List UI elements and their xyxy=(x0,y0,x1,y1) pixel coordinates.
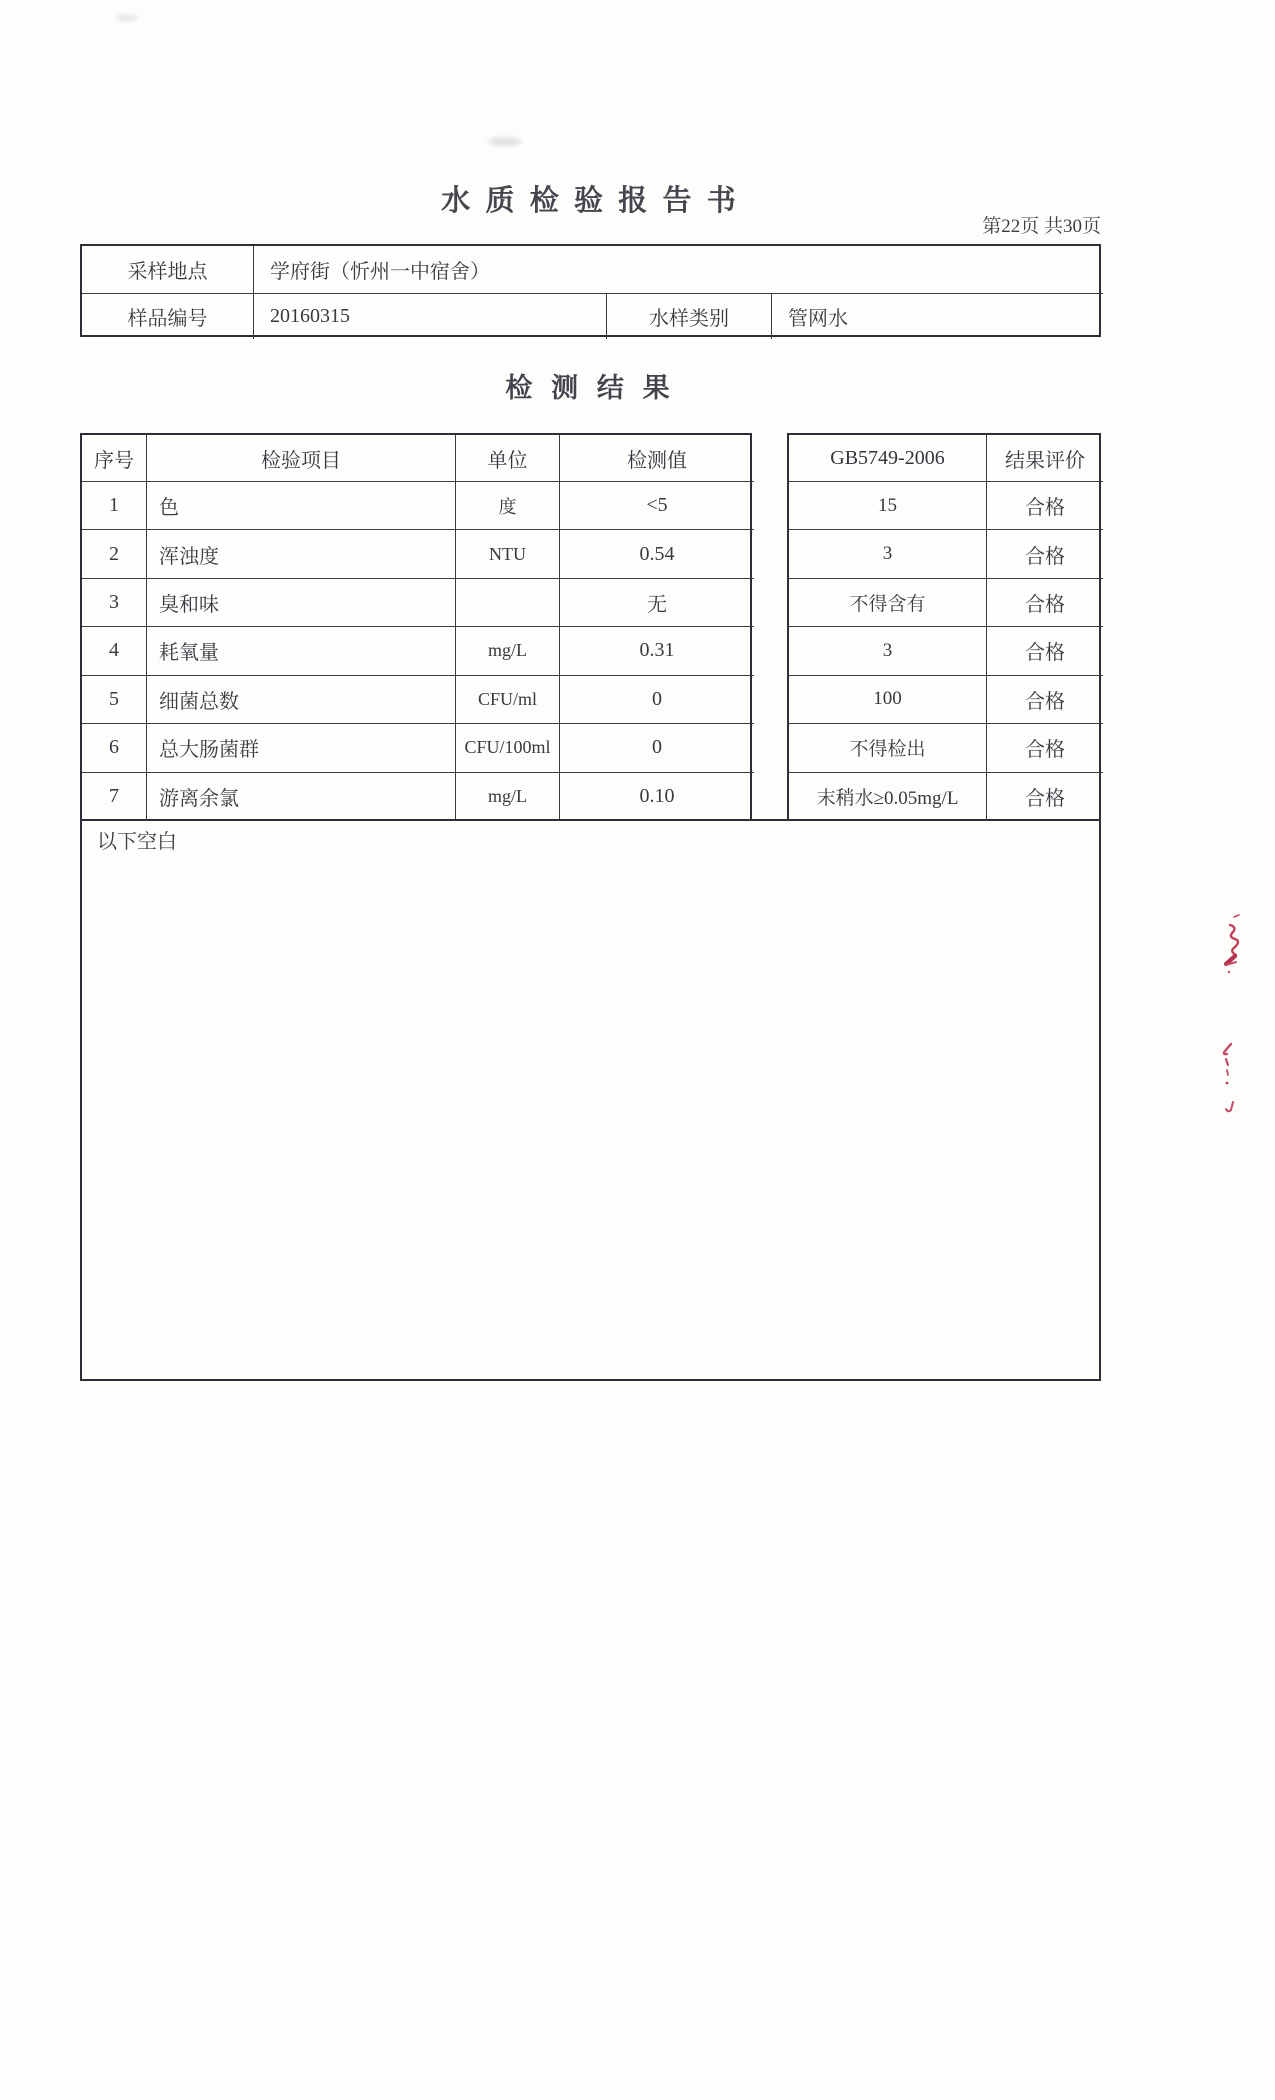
row-value: 0.31 xyxy=(560,627,754,675)
row-unit xyxy=(456,579,560,627)
row-evaluation: 合格 xyxy=(987,724,1103,772)
row-item: 游离余氯 xyxy=(147,773,456,821)
sample-location-label: 采样地点 xyxy=(82,246,254,294)
row-evaluation: 合格 xyxy=(987,676,1103,724)
row-value: 无 xyxy=(560,579,754,627)
row-no: 4 xyxy=(82,627,147,675)
scan-smudge xyxy=(116,14,138,22)
section-heading: 检 测 结 果 xyxy=(505,373,676,403)
row-no: 5 xyxy=(82,676,147,724)
sample-number-value: 20160315 xyxy=(254,294,607,339)
scan-smudge xyxy=(488,137,522,146)
row-item: 色 xyxy=(147,482,456,530)
row-item: 总大肠菌群 xyxy=(147,724,456,772)
col-header-item: 检验项目 xyxy=(147,435,456,482)
row-value: 0.10 xyxy=(639,785,675,808)
row-value: 0.54 xyxy=(560,530,754,578)
col-header-no: 序号 xyxy=(82,435,147,482)
row-no: 7 xyxy=(82,773,147,821)
row-item: 浑浊度 xyxy=(147,530,456,578)
row-unit: mg/L xyxy=(456,773,560,821)
row-unit: 度 xyxy=(456,482,560,530)
results-table-right xyxy=(787,433,1101,819)
water-type-value: 管网水 xyxy=(788,308,848,330)
row-evaluation: 合格 xyxy=(987,482,1103,530)
row-no: 2 xyxy=(82,530,147,578)
row-value: 0 xyxy=(560,724,754,772)
results-table-left xyxy=(80,433,752,819)
row-standard: 3 xyxy=(789,627,987,675)
col-header-unit: 单位 xyxy=(456,435,560,482)
row-item: 耗氧量 xyxy=(147,627,456,675)
red-ink-mark-2 xyxy=(1217,1041,1237,1089)
col-header-standard: GB5749-2006 xyxy=(789,435,987,482)
red-ink-mark-1 xyxy=(1220,913,1242,975)
water-type-label: 水样类别 xyxy=(607,294,772,339)
col-header-value: 检测值 xyxy=(560,435,754,482)
row-standard: 3 xyxy=(789,530,987,578)
row-no: 3 xyxy=(82,579,147,627)
row-evaluation: 合格 xyxy=(1025,788,1065,811)
sample-location-value: 学府街（忻州一中宿舍） xyxy=(254,246,1103,294)
row-unit: CFU/ml xyxy=(456,676,560,724)
row-item: 臭和味 xyxy=(147,579,456,627)
row-item: 细菌总数 xyxy=(147,676,456,724)
row-standard: 100 xyxy=(789,676,987,724)
row-unit: CFU/100ml xyxy=(456,724,560,772)
row-standard: 末稍水≥0.05mg/L xyxy=(789,773,987,821)
red-ink-mark-3 xyxy=(1223,1097,1235,1115)
sample-number-label: 样品编号 xyxy=(82,294,254,339)
sample-info-table xyxy=(80,244,1101,337)
row-unit: mg/L xyxy=(456,627,560,675)
blank-note: 以下空白 xyxy=(97,831,177,853)
row-value: 0 xyxy=(560,676,754,724)
row-no: 6 xyxy=(82,724,147,772)
page-number: 第22页 共30页 xyxy=(982,216,1101,237)
row-no: 1 xyxy=(82,482,147,530)
row-standard: 不得含有 xyxy=(789,579,987,627)
row-evaluation: 合格 xyxy=(987,627,1103,675)
row-unit: NTU xyxy=(456,530,560,578)
row-standard: 15 xyxy=(789,482,987,530)
page-title: 水 质 检 验 报 告 书 xyxy=(441,185,740,217)
row-value: <5 xyxy=(560,482,754,530)
row-evaluation: 合格 xyxy=(987,530,1103,578)
row-standard: 不得检出 xyxy=(789,724,987,772)
col-header-evaluation: 结果评价 xyxy=(987,435,1103,482)
row-evaluation: 合格 xyxy=(987,579,1103,627)
blank-remainder-box xyxy=(80,819,1101,1381)
